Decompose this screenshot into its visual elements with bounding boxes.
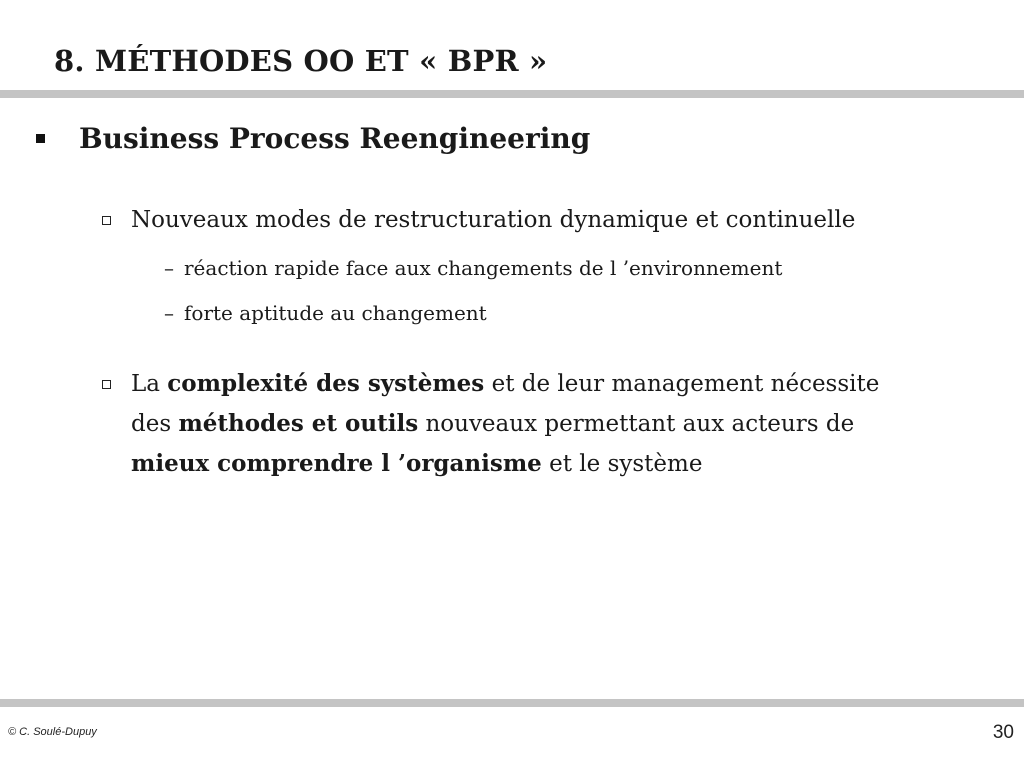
- line-text: des: [131, 411, 179, 437]
- line-text: nouveaux permettant aux acteurs de: [418, 411, 855, 437]
- bold-emphasis: méthodes et outils: [178, 410, 419, 437]
- level1-bullet-text: Business Process Reengineering: [79, 122, 591, 155]
- top-divider: [0, 90, 1024, 98]
- paragraph-line-2: [131, 404, 879, 444]
- bold-emphasis: mieux comprendre l ’organisme: [131, 450, 542, 477]
- level1-bullet-item: [36, 122, 590, 155]
- level3-bullet-item-2: [164, 301, 487, 325]
- level2-bullet-item-1: [102, 200, 855, 240]
- level2-bullet-text: Nouveaux modes de restructuration dynamique et continuelle: [131, 207, 856, 233]
- dash-bullet-icon: –: [164, 301, 174, 325]
- line-text: La: [131, 371, 168, 397]
- level3-bullet-item-1: [164, 256, 782, 280]
- hollow-square-bullet-icon: [102, 216, 111, 225]
- level2-bullet-paragraph: [131, 364, 879, 484]
- dash-bullet-icon: –: [164, 256, 174, 280]
- slide-title: 8. MÉTHODES OO ET « BPR »: [54, 44, 548, 78]
- line-text: et le système: [541, 451, 703, 477]
- paragraph-line-1: [131, 364, 879, 404]
- footer-copyright: © C. Soulé-Dupuy: [8, 726, 97, 738]
- level2-bullet-item-2: [102, 364, 879, 484]
- filled-square-bullet-icon: [36, 134, 45, 143]
- page-number: 30: [992, 722, 1014, 743]
- paragraph-line-3: [131, 444, 879, 484]
- bold-emphasis: complexité des systèmes: [167, 370, 485, 397]
- level3-bullet-text: forte aptitude au changement: [184, 301, 487, 325]
- bottom-divider: [0, 699, 1024, 707]
- hollow-square-bullet-icon: [102, 380, 111, 389]
- level3-bullet-text: réaction rapide face aux changements de l ’environnement: [184, 256, 783, 280]
- line-text: et de leur management nécessite: [484, 371, 880, 397]
